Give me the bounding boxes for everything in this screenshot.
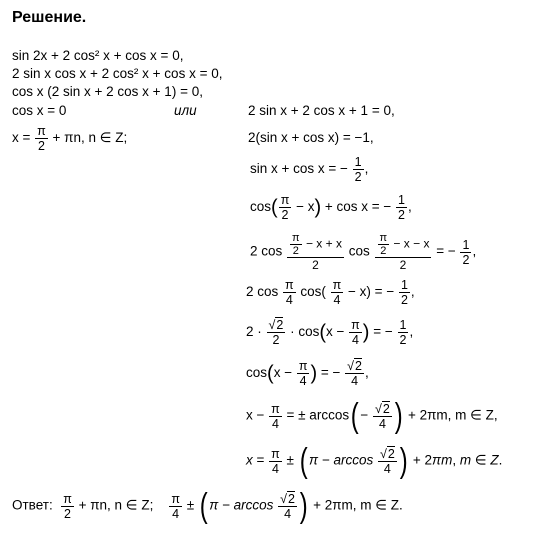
root-x-pi-2: x = $\frac{\pi}{2}$ + πn, n ∈ Z; [12,124,128,153]
equation-sqrt2: 2 · $\frac{√2}{2}$ · cos(x − $\frac{\pi}{4}$ ) = − $\frac{1}{2}$ , [246,318,414,347]
equation-cos-shift: cos(x − $\frac{\pi}{4}$ ) = − $\frac{√2}{4}$ , [246,359,369,388]
equation-arccos: x − $\frac{\pi}{4}$ = ± arccos( − $\frac{√2}{4}$ ) + 2πm, m ∈ Z, [246,397,498,435]
equation-line-2: 2 sin x cos x + 2 cos² x + cos x = 0, [12,66,223,81]
equation-line-3: cos x (2 sin x + 2 cos x + 1) = 0, [12,84,203,99]
equation-cofunction: cos( $\frac{\pi}{2}$ − x) + cos x = − $\frac{1}{2}$ , [250,193,412,222]
equation-sum-to-product: 2 cos $\frac{\pi}{2}$ − x + x 2 cos $\frac{\pi}{2}$ − x − x 2 = − $\frac{1}{2}$ , [250,232,477,272]
answer-label: Ответ: [12,497,53,513]
equation-branch-2: 2 sin x + 2 cos x + 1 = 0, [248,103,395,118]
answer-line: Ответ: $\frac{\pi}{2}$ + πn, n ∈ Z; $\frac{\pi}{4}$ ± ( π − arccos $\frac{√2}{4}$ ) + 2πm, m ∈ Z. [12,487,403,525]
equation-pi-4: 2 cos $\frac{\pi}{4}$ cos( $\frac{\pi}{4}$ − x) = − $\frac{1}{2}$ , [246,278,415,307]
equation-line-5b: 2(sin x + cos x) = −1, [248,130,374,145]
equation-line-1: sin 2x + 2 cos² x + cos x = 0, [12,48,184,63]
or-word: или [174,103,197,118]
solution-title: Решение. [12,9,87,26]
equation-cos-zero: cos x = 0 [12,103,67,118]
equation-root-x: x = $\frac{\pi}{4}$ ± ( π − arccos $\frac{√2}{4}$ ) + 2πm, m ∈ Z. [246,442,503,480]
equation-sum: sin x + cos x = − $\frac{1}{2}$ , [250,155,369,184]
